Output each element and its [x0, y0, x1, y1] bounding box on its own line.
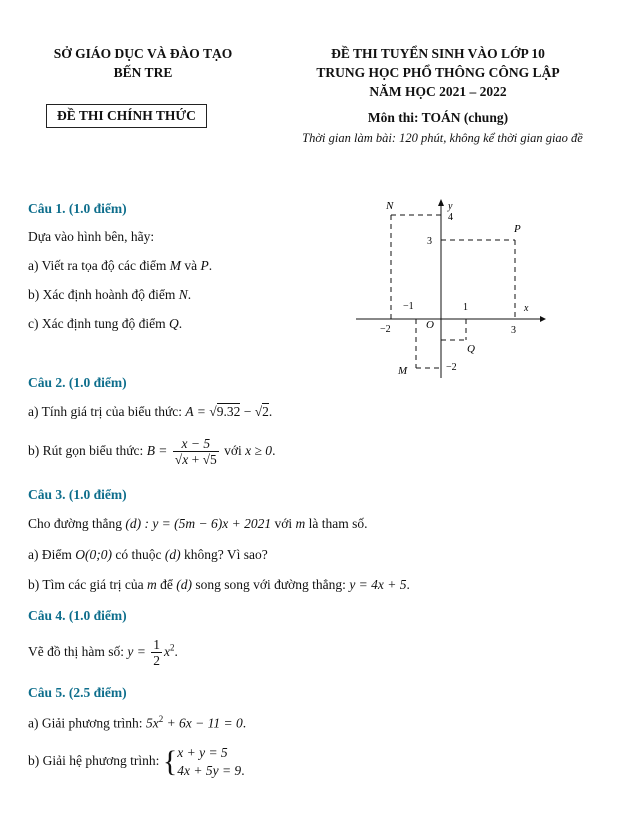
q1-c-text: c) Xác định tung độ điểm	[28, 316, 166, 331]
q3-a-text: a) Điểm	[28, 547, 72, 562]
q2-a-end: .	[268, 404, 273, 419]
point-p-label: P	[514, 223, 521, 235]
q5-eq-2: 4x + 5y = 9	[177, 763, 242, 778]
q1-a-p: P	[200, 258, 209, 273]
x-tick-1: 1	[463, 302, 468, 313]
q4-numerator: 1	[153, 637, 160, 652]
official-exam-badge	[46, 104, 207, 128]
q5-a-eq-pre: 5x	[145, 715, 159, 731]
q2-title: Câu 2. (1.0 điểm)	[28, 375, 127, 390]
q3-intro	[28, 516, 368, 532]
q3-b-line: y = 4x + 5	[349, 577, 407, 592]
q5-a-eq-post: + 6x − 11 = 0	[163, 715, 243, 731]
q5-b-end: .	[241, 763, 245, 779]
q4-rhs-x: x	[163, 644, 170, 660]
origin-label: O	[426, 319, 434, 331]
q3-line-equation: (d) : y = (5m − 6)x + 2021	[125, 516, 272, 531]
q2-b-end: .	[272, 443, 276, 459]
x-tick-minus-2: −2	[380, 324, 391, 335]
y-axis-arrow	[438, 199, 444, 206]
point-m-label: M	[398, 365, 408, 377]
official-label: ĐỀ THI CHÍNH THỨC	[57, 108, 196, 123]
q2-b-cond-word: với	[224, 443, 242, 459]
q4-title: Câu 4. (1.0 điểm)	[28, 608, 127, 623]
q2-b-den-x: x	[182, 452, 189, 467]
q3-b-mid: để	[160, 577, 173, 592]
exam-title	[268, 44, 608, 101]
q1-a-text: a) Viết ra tọa độ các điểm	[28, 258, 167, 273]
q2-a-minus: −	[240, 404, 255, 419]
q3-a-point: O(0;0)	[75, 547, 112, 562]
q1-title: Câu 1. (1.0 điểm)	[28, 201, 127, 216]
department-name	[38, 44, 248, 82]
dept-line-1: SỞ GIÁO DỤC VÀ ĐÀO TẠO	[53, 46, 233, 61]
q5-part-b	[28, 744, 245, 780]
coordinate-figure	[350, 192, 550, 382]
q4-text: Vẽ đồ thị hàm số:	[28, 644, 124, 660]
q3-b-d: (d)	[176, 577, 192, 592]
q1-b-n: N	[178, 287, 188, 302]
q1-a-and: và	[184, 258, 198, 273]
y-tick-minus-2: −2	[446, 362, 457, 373]
q2-b-denominator: √x + √5	[174, 452, 217, 467]
q2-part-a: a) Tính giá trị của biểu thức: A = √9.32 − √2.	[28, 404, 273, 419]
q5-a-end: .	[242, 715, 247, 731]
subject-line: Môn thi: TOÁN (chung)	[367, 110, 509, 125]
exam-line-2: TRUNG HỌC PHỔ THÔNG CÔNG LẬP	[316, 65, 560, 80]
q3-title: Câu 3. (1.0 điểm)	[28, 487, 127, 502]
q3-intro-a: Cho đường thẳng	[28, 516, 122, 531]
q1-c-end: .	[178, 316, 183, 331]
q1-b-end: .	[187, 287, 192, 302]
q3-intro-c: là tham số.	[308, 516, 368, 531]
q1-intro: Dựa vào hình bên, hãy:	[28, 229, 155, 244]
time-note: Thời gian làm bài: 120 phút, không kể thời gian giao đề	[302, 131, 583, 145]
q1-c-q: Q	[168, 316, 179, 331]
y-axis-label: y	[448, 201, 453, 212]
point-q-label: Q	[467, 343, 475, 355]
q5-part-a	[28, 714, 246, 732]
q5-system	[163, 744, 241, 780]
q5-b-text: b) Giải hệ phương trình:	[28, 753, 160, 769]
q2-b-den-5: 5	[210, 452, 217, 467]
x-tick-minus-1: −1	[403, 301, 414, 312]
q2-b-lhs: B =	[146, 443, 171, 459]
q2-b-text: b) Rút gọn biểu thức:	[28, 443, 144, 459]
q1-part-b	[28, 287, 191, 303]
system-brace-icon: {	[162, 745, 178, 778]
q1-b-text: b) Xác định hoành độ điểm	[28, 287, 176, 302]
q5-a-exponent: 2	[158, 714, 164, 724]
x-tick-3: 3	[511, 325, 516, 336]
q3-intro-b: với	[274, 516, 293, 531]
q2-a-radicand-2: 2	[262, 404, 269, 419]
q2-b-fraction	[173, 436, 219, 468]
q4-statement	[28, 637, 178, 669]
q5-a-text: a) Giải phương trình:	[28, 715, 143, 731]
q3-intro-m: m	[295, 516, 306, 531]
q2-a-radicand-1: 9.32	[216, 404, 241, 419]
q3-a-end: không? Vì sao?	[183, 547, 268, 562]
q4-denominator: 2	[153, 653, 160, 668]
q1-a-end: .	[208, 258, 213, 273]
q2-b-numerator: x − 5	[173, 436, 219, 452]
exam-line-1: ĐỀ THI TUYỂN SINH VÀO LỚP 10	[331, 46, 545, 61]
q3-a-d: (d)	[164, 547, 181, 562]
q3-part-b	[28, 577, 410, 593]
q4-fraction	[151, 637, 162, 669]
q3-a-mid: có thuộc	[115, 547, 162, 562]
dept-line-2: BẾN TRE	[113, 65, 173, 80]
q1-a-m: M	[169, 258, 181, 273]
point-n-label: N	[386, 200, 394, 212]
q5-eq-1: x + y = 5	[177, 745, 228, 760]
q3-part-a	[28, 547, 268, 563]
q2-a-text: a) Tính giá trị của biểu thức:	[28, 404, 183, 419]
x-axis-arrow	[540, 316, 546, 322]
q2-a-lhs: A =	[185, 404, 210, 419]
q2-b-condition: x ≥ 0	[245, 443, 273, 459]
q3-b-text: b) Tìm các giá trị của	[28, 577, 144, 592]
x-axis-label: x	[524, 303, 529, 314]
q4-exponent: 2	[169, 642, 175, 653]
q3-b-mid2: song song với đường thẳng:	[195, 577, 346, 592]
q2-b-den-plus: +	[188, 452, 203, 467]
exam-line-3: NĂM HỌC 2021 – 2022	[369, 84, 507, 99]
q4-lhs: y =	[127, 644, 150, 660]
q2-part-b	[28, 436, 275, 468]
q5-system-lines	[177, 744, 241, 780]
q1-part-a	[28, 258, 212, 274]
q5-title: Câu 5. (2.5 điểm)	[28, 685, 127, 700]
q1-part-c	[28, 316, 182, 332]
y-tick-4: 4	[448, 212, 453, 223]
q3-b-end: .	[406, 577, 410, 592]
q3-b-m: m	[146, 577, 157, 592]
y-tick-3: 3	[427, 236, 432, 247]
q4-end: .	[174, 644, 178, 660]
